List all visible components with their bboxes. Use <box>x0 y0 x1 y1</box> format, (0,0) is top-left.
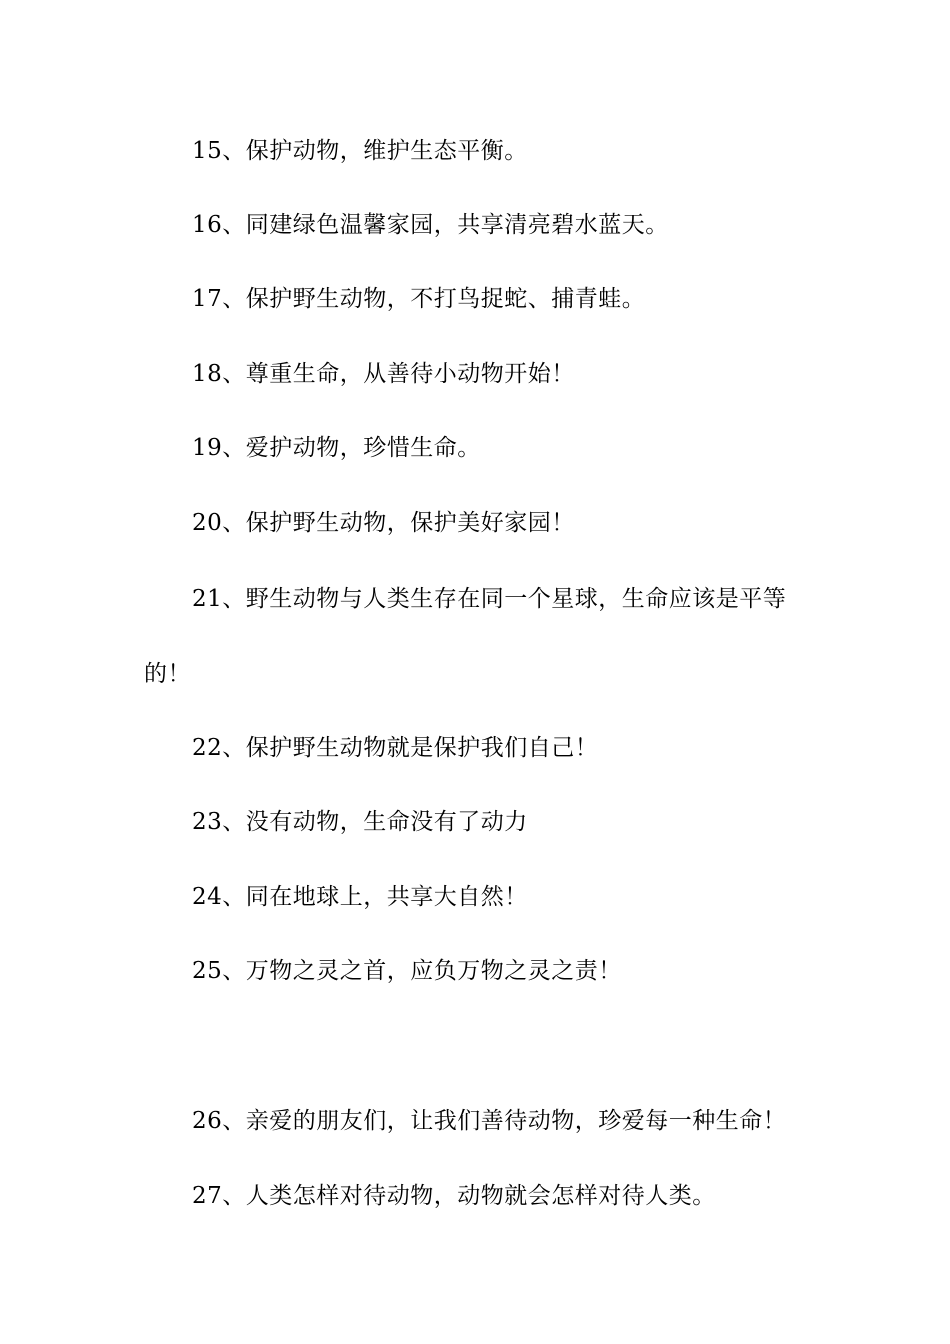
slogan-20: 20、保护野生动物，保护美好家园！ <box>192 510 575 536</box>
slogan-16: 16、同建绿色温馨家园，共享清亮碧水蓝天。 <box>192 212 669 238</box>
slogan-27: 27、人类怎样对待动物，动物就会怎样对待人类。 <box>192 1183 716 1209</box>
slogan-15: 15、保护动物，维护生态平衡。 <box>192 138 528 164</box>
slogan-21-continuation: 的！ <box>144 661 191 687</box>
slogan-18: 18、尊重生命，从善待小动物开始！ <box>192 361 575 387</box>
slogan-22: 22、保护野生动物就是保护我们自己！ <box>192 735 599 761</box>
slogan-17: 17、保护野生动物，不打鸟捉蛇、捕青蛙。 <box>192 286 646 312</box>
slogan-23: 23、没有动物，生命没有了动力 <box>192 809 528 835</box>
slogan-19: 19、爱护动物，珍惜生命。 <box>192 435 481 461</box>
slogan-24: 24、同在地球上，共享大自然！ <box>192 884 528 910</box>
slogan-21: 21、野生动物与人类生存在同一个星球，生命应该是平等 <box>192 586 787 612</box>
slogan-25: 25、万物之灵之首，应负万物之灵之责！ <box>192 958 622 984</box>
slogan-26: 26、亲爱的朋友们，让我们善待动物，珍爱每一种生命！ <box>192 1108 787 1134</box>
